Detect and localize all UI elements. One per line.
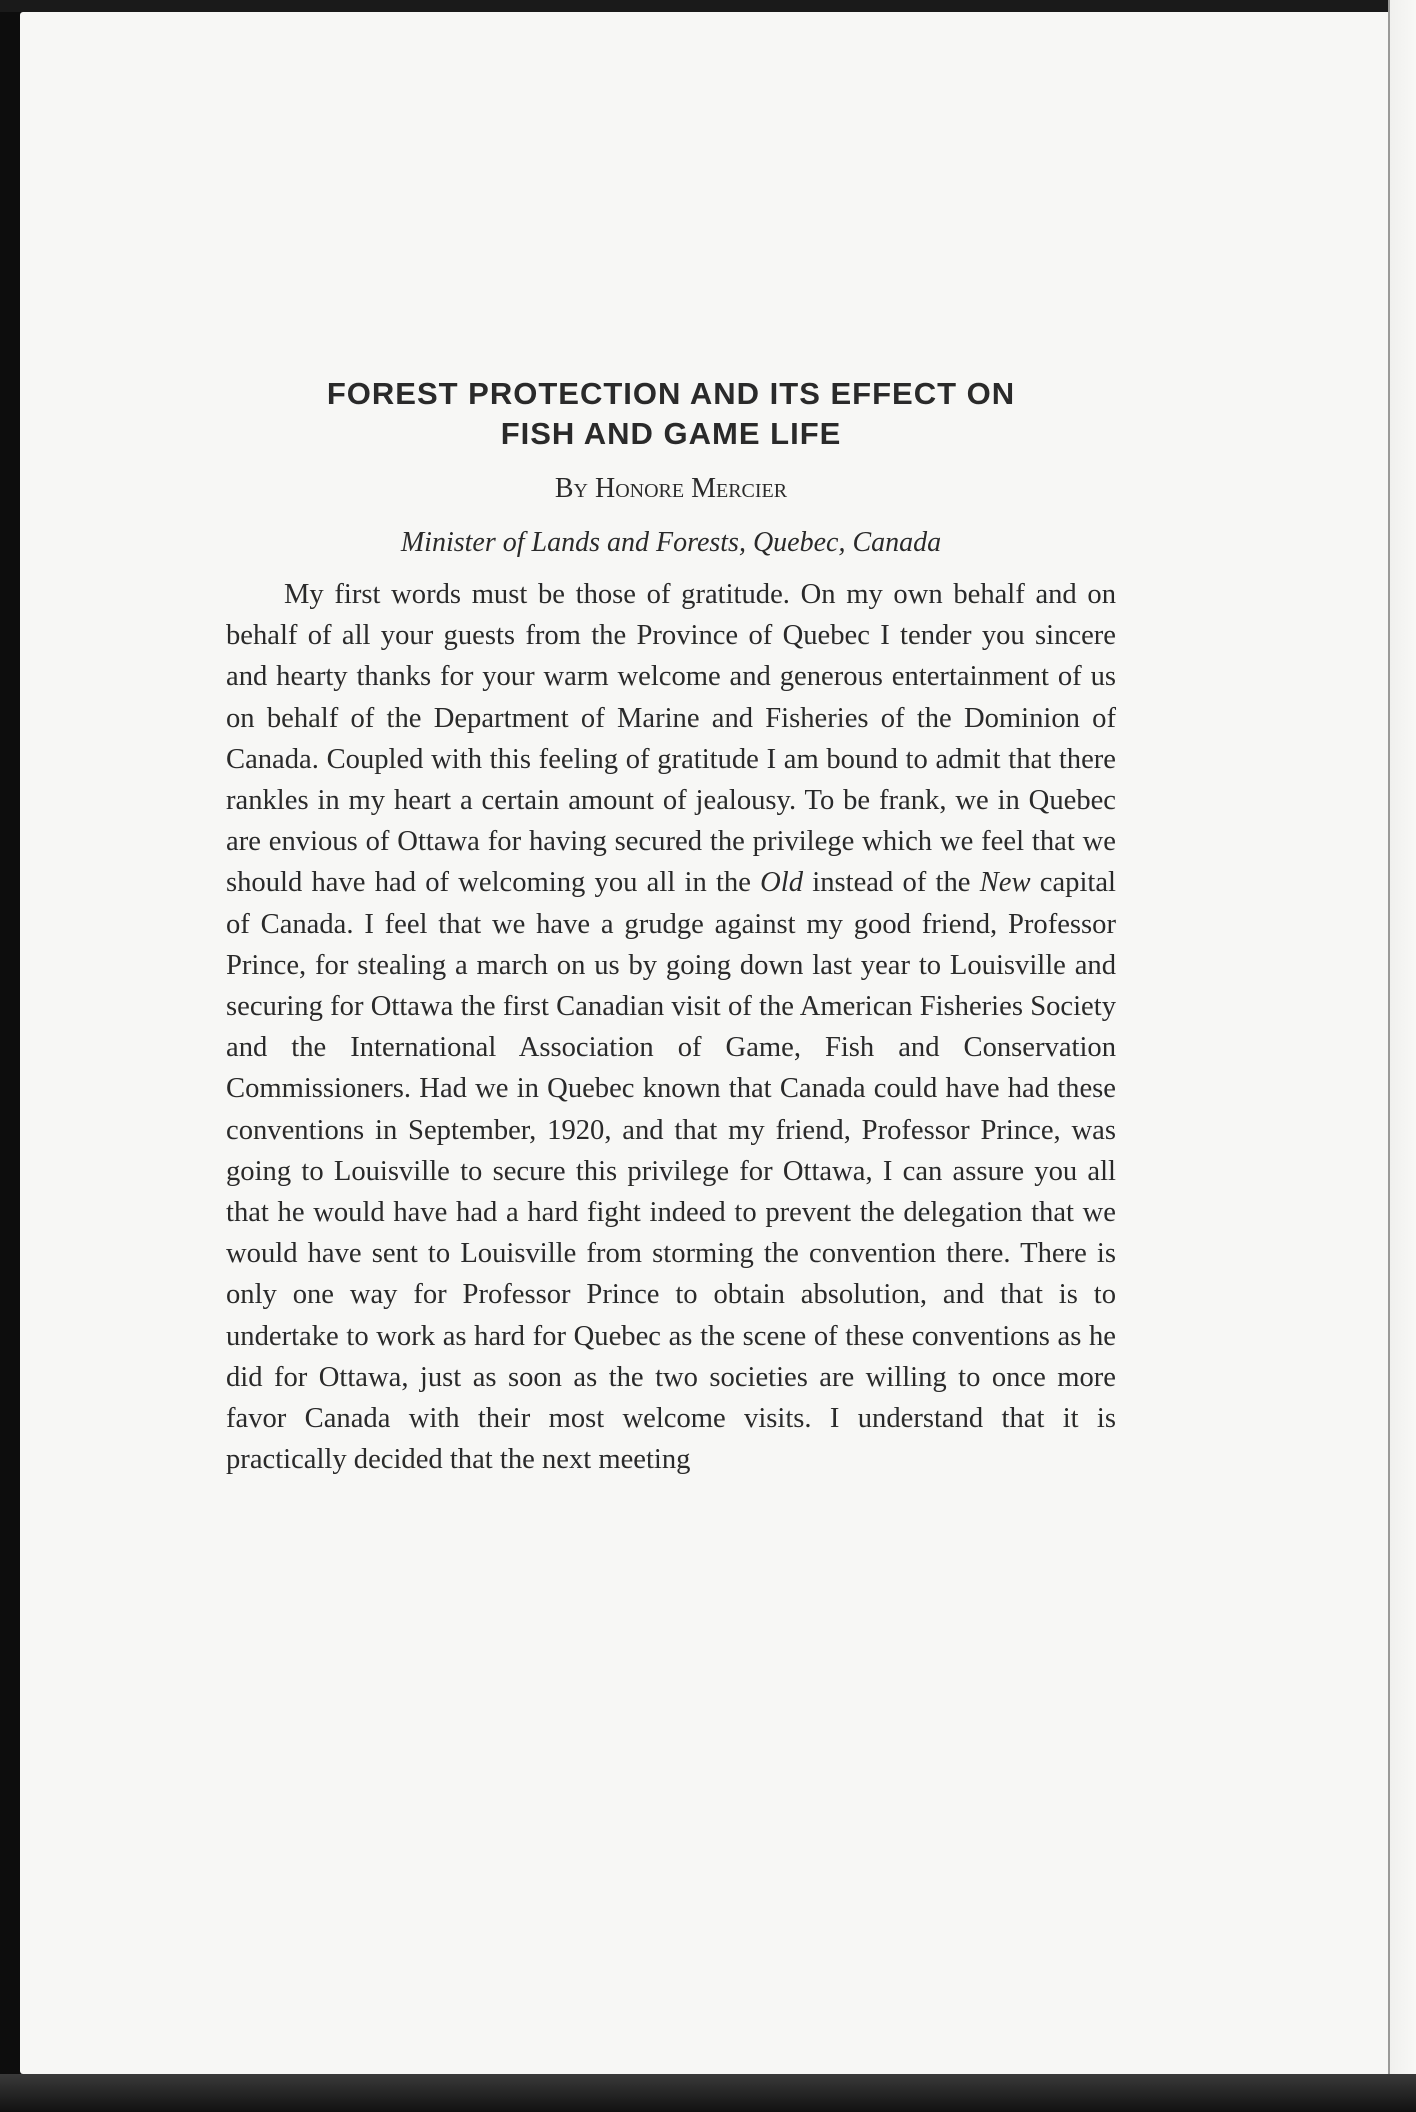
bottom-border	[0, 2074, 1416, 2112]
top-border	[0, 0, 1416, 12]
title-line-1: FOREST PROTECTION AND ITS EFFECT ON	[326, 376, 1016, 411]
page-edge	[1388, 0, 1416, 2112]
italic-old: Old	[760, 867, 804, 899]
paragraph-part-1: My first words must be those of gratitude. On my own behalf and on behalf of all your guests from the Province of Quebec I tender you sincere and hearty thanks for your warm welcome and generous entertainment of us on behalf of the Department of Marine and Fisheries of the Dominion of Canada. Coupled with this feeling of gratitude I am bound to admit that there rankles in my heart a certain amount of jealousy. To be frank, we in Quebec are envious of Ottawa for having secured the privilege which we feel that we should have had of welcoming you all in the	[226, 579, 1116, 899]
italic-new: New	[979, 867, 1031, 899]
paragraph	[226, 574, 1116, 1480]
paragraph-part-3: capital of Canada. I feel that we have a grudge against my good friend, Professor Prince, for stealing a march on us by going down last year to Louisville and securing for Ottawa the first Canadian visit of the American Fisheries Society and the International Association of Game, Fish and Conservation Commissioners. Had we in Quebec known that Canada could have had these conventions in September, 1920, and that my friend, Professor Prince, was going to Louisville to secure this privilege for Ottawa, I can assure you all that he would have had a hard fight indeed to prevent the delegation that we would have sent to Louisville from storming the convention there. There is only one way for Professor Prince to obtain absolution, and that is to undertake to work as hard for Quebec as the scene of these conventions as he did for Ottawa, just as soon as the two societies are willing to once more favor Canada with their most welcome visits. I understand that it is practically decided that the next meeting	[226, 867, 1116, 1476]
author-byline: By Honore Mercier	[554, 473, 788, 504]
title-line-2: FISH AND GAME LIFE	[500, 416, 842, 451]
author-affiliation: Minister of Lands and Forests, Quebec, Canada	[400, 527, 942, 558]
body-paragraph	[226, 574, 1116, 1480]
page-sheet	[20, 12, 1396, 2074]
article	[226, 374, 1116, 1480]
article-title	[226, 374, 1116, 454]
paragraph-part-2: instead of the	[803, 867, 980, 899]
